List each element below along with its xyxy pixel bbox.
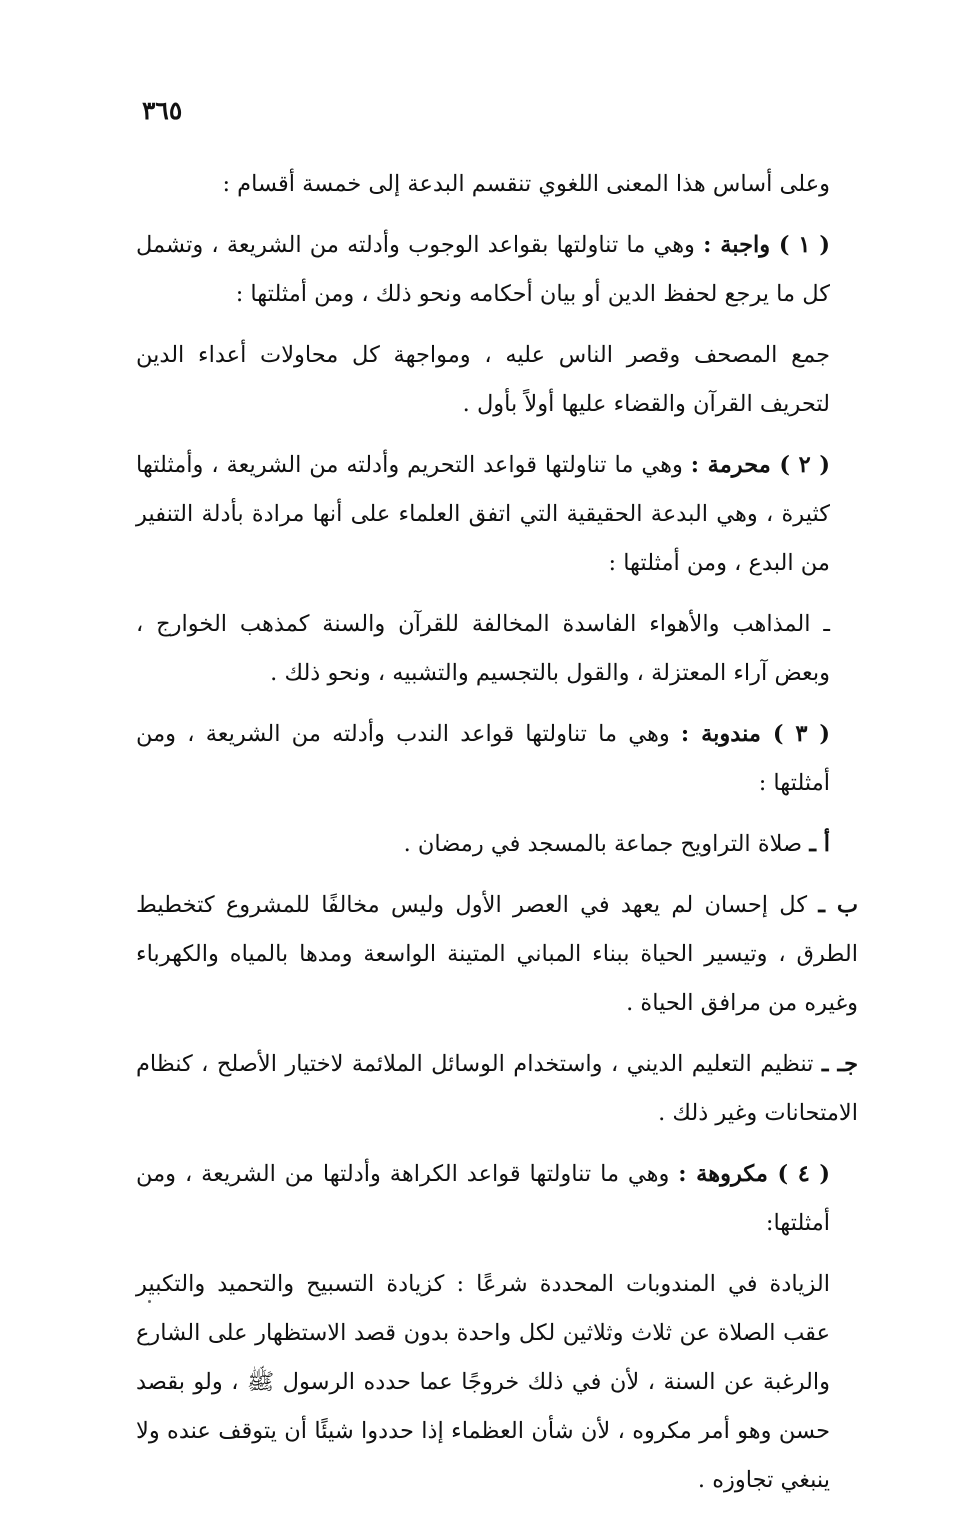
paragraph-text: وهي ما تناولتها قواعد الندب وأدلته من الشريعة ، ومن أمثلتها : xyxy=(136,721,830,796)
paragraph-text: الزيادة في المندوبات المحددة شرعًا : كزيادة التسبيح والتحميد والتكبير عقب الصلاة عن ثلاث وثلاثين لكل واحدة بدون قصد الاستظهار على الشارع والرغبة عن السنة ، لأن في ذلك خروجًا عما حدده الرسول ﷺ ، ولو بقصد حسن وهو أمر مكروه ، لأن شأن العظماء إذا حددوا شيئًا أن يتوقف عنده ولا ينبغي تجاوزه . xyxy=(136,1271,830,1493)
paragraph-mandouba-c xyxy=(136,1040,858,1138)
paragraph-lead: جـ ـ xyxy=(821,1051,858,1077)
paragraph-lead: ب ـ xyxy=(818,892,859,918)
paragraph-lead: ( ٢ ) محرمة : xyxy=(690,452,830,478)
paragraph-lead: ( ١ ) واجبة : xyxy=(703,232,830,258)
paragraph-text: وعلى أساس هذا المعنى اللغوي تنقسم البدعة إلى خمسة أقسام : xyxy=(222,171,830,197)
paragraph-text: ـ المذاهب والأهواء الفاسدة المخالفة للقرآن والسنة كمذهب الخوارج ، وبعض آراء المعتزلة ، والقول بالتجسيم والتشبيه ، ونحو ذلك . xyxy=(136,611,830,686)
paragraph-mandouba-a xyxy=(136,820,858,869)
paragraph-text: كل إحسان لم يعهد في العصر الأول وليس مخالفًا للمشروع كتخطيط الطرق ، وتيسير الحياة ببناء المباني المتينة الواسعة ومدها بالمياه والكهرباء وغيره من مرافق الحياة . xyxy=(136,892,858,1016)
paragraph-lead: ( ٣ ) مندوبة : xyxy=(680,721,830,747)
paragraph-text: وهي ما تناولتها قواعد الكراهة وأدلتها من الشريعة ، ومن أمثلتها: xyxy=(136,1161,830,1236)
paragraph-makrouha-example xyxy=(136,1260,858,1505)
scan-speck xyxy=(148,1300,151,1303)
paragraph-lead: أ ـ xyxy=(809,831,830,857)
paragraph-text: تنظيم التعليم الديني ، واستخدام الوسائل الملائمة لاختيار الأصلح ، كنظام الامتحانات وغير ذلك . xyxy=(136,1051,858,1126)
paragraph-mandouba-b xyxy=(136,881,858,1028)
paragraph-mandouba xyxy=(136,710,858,808)
page-body xyxy=(136,160,858,1517)
paragraph-lead: ( ٤ ) مكروهة : xyxy=(678,1161,831,1187)
paragraph-wajiba-example xyxy=(136,331,858,429)
paragraph-wajiba xyxy=(136,221,858,319)
paragraph-makrouha xyxy=(136,1150,858,1248)
page-number: ٣٦٥ xyxy=(142,96,183,125)
paragraph-text: وهي ما تناولتها قواعد التحريم وأدلته من الشريعة ، وأمثلتها كثيرة ، وهي البدعة الحقيقية التي اتفق العلماء على أنها مرادة بأدلة التنفير من البدع ، ومن أمثلتها : xyxy=(136,452,830,576)
paragraph-text: وهي ما تناولتها بقواعد الوجوب وأدلته من الشريعة ، وتشمل كل ما يرجع لحفظ الدين أو بيان أحكامه ونحو ذلك ، ومن أمثلتها : xyxy=(136,232,830,307)
paragraph-text: جمع المصحف وقصر الناس عليه ، ومواجهة كل محاولات أعداء الدين لتحريف القرآن والقضاء عليها أولاً بأول . xyxy=(136,342,830,417)
paragraph-intro xyxy=(136,160,858,209)
paragraph-muharrama xyxy=(136,441,858,588)
paragraph-text: صلاة التراويح جماعة بالمسجد في رمضان . xyxy=(403,831,810,857)
paragraph-muharrama-example xyxy=(136,600,858,698)
